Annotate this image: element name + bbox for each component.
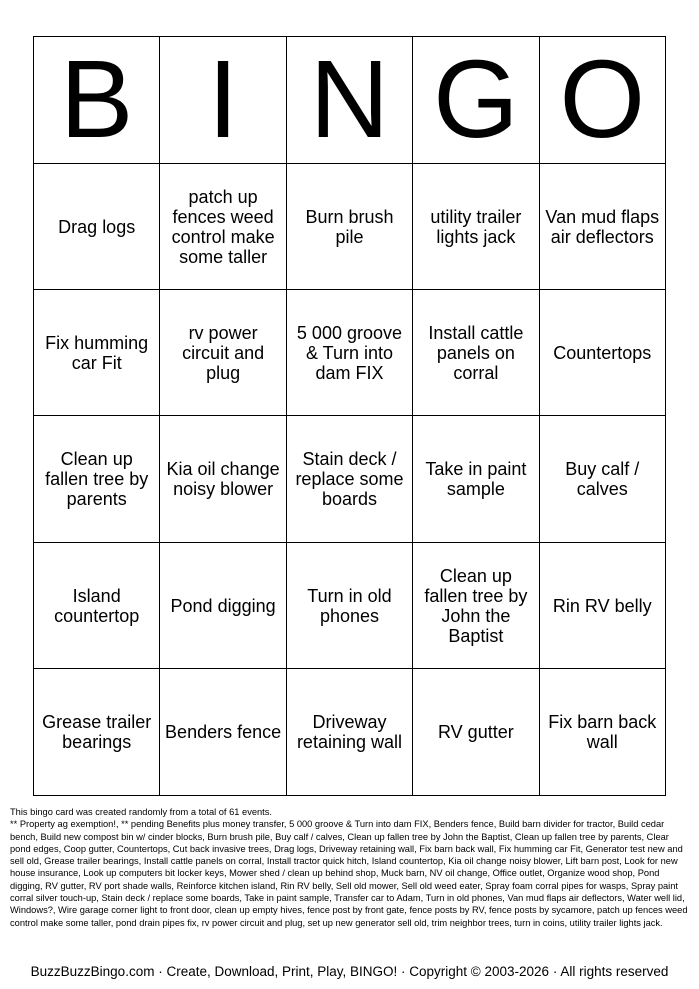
- header-letter-g: G: [413, 37, 539, 164]
- bingo-cell: [160, 164, 286, 290]
- bingo-cell: [160, 290, 286, 416]
- bingo-cell: [539, 164, 665, 290]
- bingo-cell-text: utility trailer lights jack: [430, 206, 522, 247]
- bingo-cell-text: Clean up fallen tree by John the Baptist: [424, 565, 528, 646]
- bingo-cell: [539, 669, 665, 796]
- bingo-cell: [413, 164, 539, 290]
- bingo-cell-text: Fix barn back wall: [548, 712, 657, 752]
- bingo-cell: [413, 416, 539, 543]
- bingo-cell: [34, 290, 160, 416]
- bingo-cell: [286, 290, 412, 416]
- bingo-cell: [413, 543, 539, 669]
- bingo-card: [33, 36, 666, 796]
- bingo-cell: [286, 543, 412, 669]
- bingo-cell-text: rv power circuit and plug: [182, 322, 265, 383]
- notes-event-list: ** Property ag exemption!, ** pending Benefits plus money transfer, 5 000 groove & Turn into dam FIX, Benders fence, Build barn divider for tractor, Build cedar bench, Build new compost bin w/ cinder blocks, Burn brush pile, Buy calf / calves, Clean up fallen tree by John the Baptist, Clean up fallen tree by parents, Clear pond edges, Coop gutter, Countertops, Cut back invasive trees, Drag logs, Driveway retaining wall, Fix barn back wall, Fix humming car Fit, Generator test new and sell old, Grease trailer bearings, Install cattle panels on corral, Install tractor quick hitch, Island countertop, Kia oil change noisy blower, Lift barn post, Look for new house insurance, Look up computers bit locker keys, Mower shed / clean up behind shop, Muck barn, NV oil change, Office outlet, Organize wood shop, Pond digging, RV gutter, RV port shade walls, Reinforce kitchen island, Rin RV belly, Sell old mower, Sell old weed eater, Spray foam corral pipes for wasps, Spray paint corral silver touch-up, Stain deck / replace some boards, Take in paint sample, Transfer car to Adam, Turn in old phones, Van mud flaps air deflectors, Water well lid, Windows?, Wire garage corner light to front door, clean up empty hives, fence post by front gate, fence posts by RV, fence posts by sycamore, patch up fences weed control make some taller, pond drain pipes fix, rv power circuit and plug, set up new generator sell old, trim neighbor trees, turn in coins, utility trailer lights jack.: [10, 819, 688, 928]
- card-notes: [10, 806, 690, 929]
- bingo-cell-text: Van mud flaps air deflectors: [545, 206, 660, 247]
- bingo-cell-text: Kia oil change noisy blower: [166, 459, 280, 499]
- bingo-cell-text: Fix humming car Fit: [45, 332, 149, 373]
- bingo-cell: [286, 416, 412, 543]
- bingo-cell-text: Island countertop: [54, 585, 140, 626]
- bingo-cell: [539, 290, 665, 416]
- bingo-cell: [34, 669, 160, 796]
- bingo-cell: [160, 543, 286, 669]
- bingo-cell-text: Stain deck / replace some boards: [295, 449, 404, 509]
- bingo-cell-text: RV gutter: [438, 722, 514, 742]
- bingo-cell: [286, 164, 412, 290]
- bingo-cell-text: Burn brush pile: [305, 206, 394, 247]
- bingo-cell-text: Driveway retaining wall: [296, 712, 402, 752]
- bingo-cell-text: Clean up fallen tree by parents: [45, 449, 149, 509]
- bingo-cell-text: Drag logs: [58, 216, 136, 237]
- bingo-cell-text: Buy calf / calves: [565, 459, 640, 499]
- bingo-cell: [160, 669, 286, 796]
- bingo-row: [34, 543, 666, 669]
- bingo-cell: [539, 543, 665, 669]
- bingo-cell: [413, 290, 539, 416]
- bingo-cell-text: 5 000 groove & Turn into dam FIX: [296, 322, 403, 383]
- bingo-row: [34, 290, 666, 416]
- header-letter-i: I: [160, 37, 286, 164]
- bingo-cell: [286, 669, 412, 796]
- header-letter-o: O: [539, 37, 665, 164]
- bingo-header-row: [34, 37, 666, 164]
- bingo-cell-text: patch up fences weed control make some taller: [171, 186, 275, 267]
- bingo-cell: [34, 543, 160, 669]
- bingo-row: [34, 416, 666, 543]
- bingo-cell-text: Take in paint sample: [425, 459, 527, 499]
- bingo-row: [34, 164, 666, 290]
- bingo-cell-text: Grease trailer bearings: [42, 712, 152, 752]
- bingo-cell-text: Countertops: [553, 342, 652, 363]
- bingo-cell-text: Install cattle panels on corral: [428, 322, 524, 383]
- bingo-cell: [34, 416, 160, 543]
- notes-intro: This bingo card was created randomly from a total of 61 events.: [10, 807, 272, 817]
- bingo-cell-text: Turn in old phones: [307, 585, 392, 626]
- header-letter-n: N: [286, 37, 412, 164]
- bingo-cell: [160, 416, 286, 543]
- site-footer: BuzzBuzzBingo.com · Create, Download, Print, Play, BINGO! · Copyright © 2003-2026 · All rights reserved: [30, 964, 669, 979]
- bingo-cell-text: Benders fence: [165, 722, 282, 742]
- bingo-cell-text: Pond digging: [170, 595, 276, 616]
- bingo-cell-text: Rin RV belly: [552, 595, 652, 616]
- header-letter-b: B: [34, 37, 160, 164]
- bingo-cell: [413, 669, 539, 796]
- bingo-row: [34, 669, 666, 796]
- bingo-cell: [539, 416, 665, 543]
- bingo-cell: [34, 164, 160, 290]
